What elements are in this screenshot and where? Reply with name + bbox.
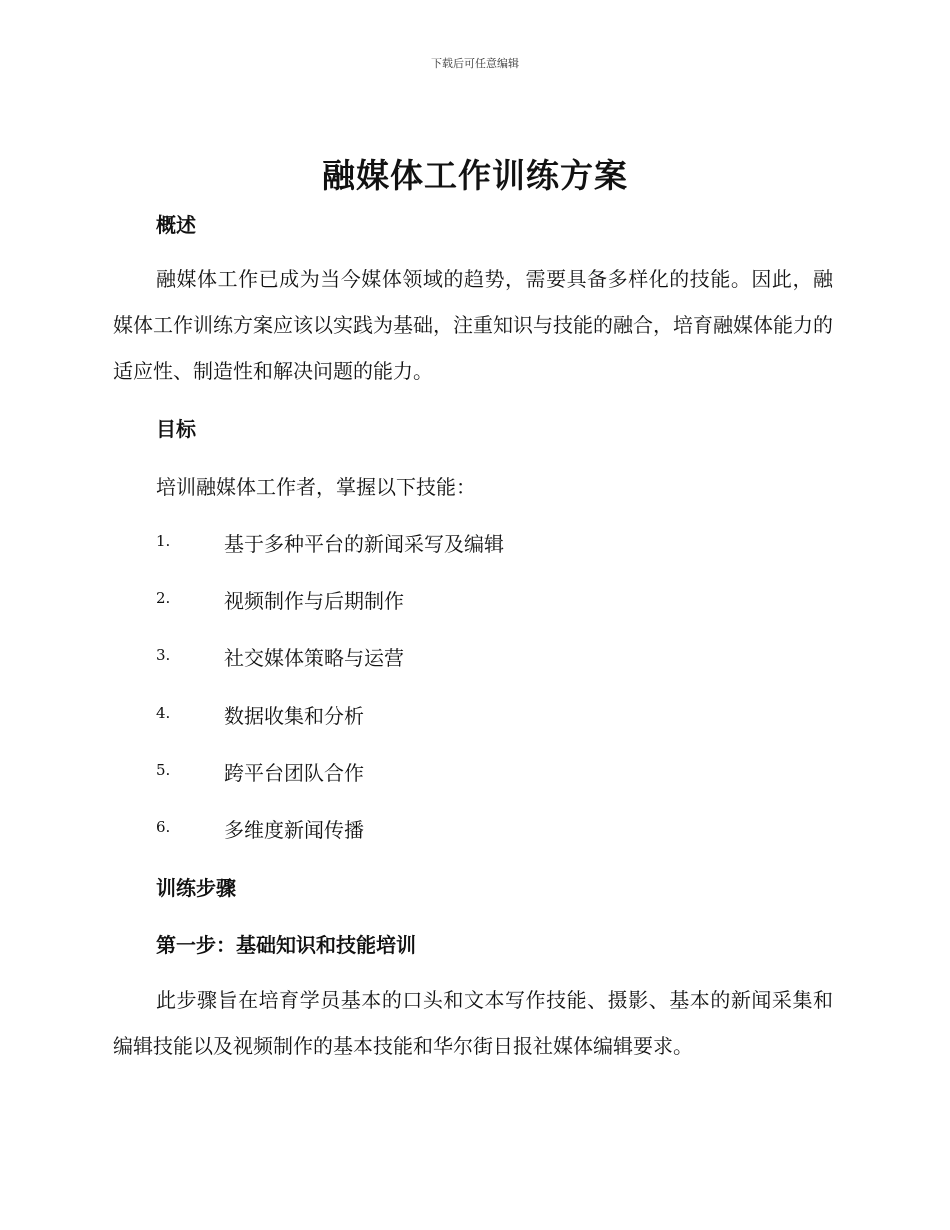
list-item: [156, 757, 856, 787]
list-item-text: 基于多种平台的新闻采写及编辑: [224, 532, 504, 556]
list-item: [156, 528, 856, 558]
section-heading-steps: 训练步骤: [156, 876, 236, 900]
list-item-number: 5.: [156, 761, 171, 779]
goals-intro: 培训融媒体工作者，掌握以下技能：: [156, 475, 476, 499]
overview-paragraph: 融媒体工作已成为当今媒体领域的趋势，需要具备多样化的技能。因此，融媒体工作训练方案应该以实践为基础，注重知识与技能的融合，培育融媒体能力的适应性、制造性和解决问题的能力。: [113, 267, 833, 383]
list-item-text: 数据收集和分析: [224, 704, 364, 728]
section-heading-goals: 目标: [156, 417, 196, 441]
step1-heading: 第一步：基础知识和技能培训: [156, 933, 416, 957]
list-item-number: 2.: [156, 589, 171, 607]
list-item: [156, 814, 856, 844]
list-item-number: 4.: [156, 704, 171, 722]
list-item: [156, 585, 856, 615]
section-heading-overview: 概述: [156, 213, 196, 237]
list-item-text: 社交媒体策略与运营: [224, 646, 404, 670]
document-title: 融媒体工作训练方案: [322, 156, 628, 195]
list-item: [156, 700, 856, 730]
list-item-text: 多维度新闻传播: [224, 818, 364, 842]
header-note: 下载后可任意编辑: [431, 57, 519, 70]
list-item-text: 视频制作与后期制作: [224, 589, 404, 613]
list-item-number: 1.: [156, 532, 171, 550]
list-item: [156, 642, 856, 672]
list-item-text: 跨平台团队合作: [224, 761, 364, 785]
list-item-number: 6.: [156, 818, 171, 836]
step1-paragraph: 此步骤旨在培育学员基本的口头和文本写作技能、摄影、基本的新闻采集和编辑技能以及视频制作的基本技能和华尔街日报社媒体编辑要求。: [113, 988, 833, 1058]
list-item-number: 3.: [156, 646, 171, 664]
